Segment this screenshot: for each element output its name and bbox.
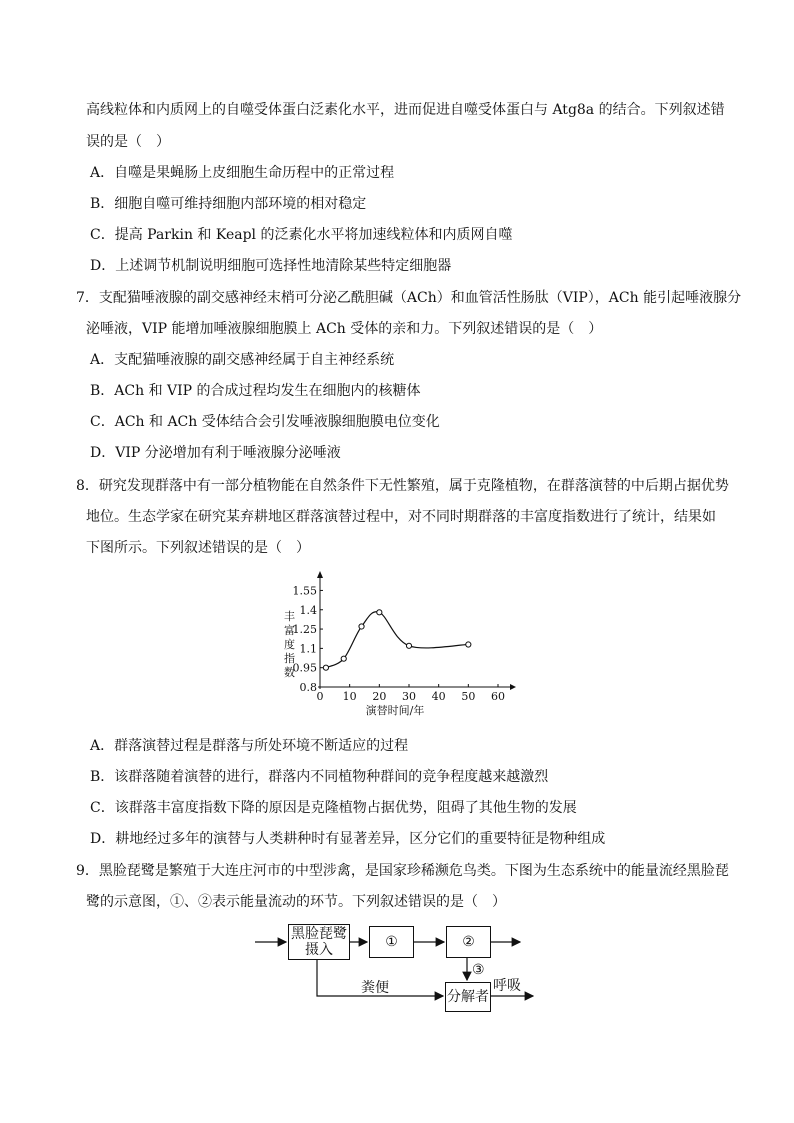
y-axis-label-char: 指: [284, 652, 295, 665]
option-b: B．ACh 和 VIP 的合成过程均发生在细胞内的核糖体: [90, 383, 421, 399]
text-line: 误的是（ ）: [86, 134, 170, 150]
y-axis-label-char: 富: [284, 624, 295, 637]
y-tick-label: 0.8: [299, 681, 317, 694]
question-9: 9．黑脸琵鹭是繁殖于大连庄河市的中型涉禽，是国家珍稀濒危鸟类。下图为生态系统中的能量流经黑脸琵: [76, 863, 729, 879]
option-b: B．细胞自噬可维持细胞内部环境的相对稳定: [90, 196, 367, 212]
x-tick-label: 30: [402, 690, 416, 703]
option-c: C．该群落丰富度指数下降的原因是克隆植物占据优势，阻碍了其他生物的发展: [90, 800, 577, 816]
y-axis-arrow: [317, 571, 323, 578]
data-point: [341, 656, 346, 661]
option-d: D．VIP 分泌增加有利于唾液腺分泌唾液: [90, 445, 341, 461]
y-tick-label: 1.25: [292, 623, 317, 637]
respiration-label: 呼吸: [493, 978, 521, 994]
text-line: 下图所示。下列叙述错误的是（ ）: [86, 540, 310, 556]
option-a: A．群落演替过程是群落与所处环境不断适应的过程: [90, 738, 409, 754]
option-c: C．提高 Parkin 和 Keapl 的泛素化水平将加速线粒体和内质网自噬: [90, 227, 513, 243]
label-3: ③: [472, 962, 485, 978]
y-tick-label: 1.55: [292, 584, 317, 598]
decomposer-box: [445, 982, 491, 1012]
energy-flow-diagram: [255, 918, 545, 1022]
x-tick-label: 20: [372, 690, 387, 703]
text-line: 地位。生态学家在研究某弃耕地区群落演替过程中，对不同时期群落的丰富度指数进行了统计，结果如: [86, 509, 716, 525]
x-tick-label: 40: [431, 690, 446, 703]
y-tick-label: 1.1: [299, 642, 317, 656]
option-a: A．支配猫唾液腺的副交感神经属于自主神经系统: [90, 352, 395, 368]
option-a: A．自噬是果蝇肠上皮细胞生命历程中的正常过程: [90, 165, 395, 181]
option-b: B．该群落随着演替的进行，群落内不同植物种群间的竞争程度越来越激烈: [90, 769, 549, 785]
y-axis-label-char: 度: [284, 638, 295, 651]
y-tick-label: 0.95: [292, 661, 317, 675]
data-point: [377, 610, 382, 615]
text-line: 泌唾液，VIP 能增加唾液腺细胞膜上 ACh 受体的亲和力。下列叙述错误的是（ ）: [86, 321, 603, 337]
x-tick-label: 60: [491, 690, 505, 703]
richness-chart: [270, 568, 520, 718]
x-tick-label: 50: [461, 690, 476, 703]
question-8: 8．研究发现群落中有一部分植物能在自然条件下无性繁殖，属于克隆植物，在群落演替的中后期占据优势: [76, 478, 729, 494]
option-d: D．耕地经过多年的演替与人类耕种时有显著差异，区分它们的重要特征是物种组成: [90, 831, 606, 847]
box-2-label: ②: [462, 934, 475, 950]
option-c: C．ACh 和 ACh 受体结合会引发唾液腺细胞膜电位变化: [90, 414, 440, 430]
series-line: [326, 612, 468, 668]
x-axis-label: 演替时间/年: [365, 704, 425, 717]
y-axis-label-char: 数: [284, 666, 295, 679]
x-tick-label: 10: [342, 690, 357, 703]
y-tick-label: 1.4: [299, 603, 317, 617]
decomposer-label: 分解者: [447, 989, 489, 1005]
question-7: 7．支配猫唾液腺的副交感神经末梢可分泌乙酰胆碱（ACh）和血管活性肠肽（VIP），ACh 能引起唾液腺分: [76, 290, 742, 306]
y-axis-label-char: 丰: [284, 610, 295, 623]
x-axis-arrow: [510, 684, 516, 690]
source-box: [288, 924, 350, 960]
data-point: [359, 624, 364, 629]
box-2: [446, 926, 491, 958]
data-point: [466, 642, 471, 647]
data-point: [406, 643, 411, 648]
data-point: [323, 665, 328, 670]
source-label-2: 摄入: [305, 942, 333, 958]
y-axis-label: [284, 609, 295, 679]
source-label-1: 黑脸琵鹭: [291, 926, 347, 942]
feces-label: 粪便: [361, 980, 389, 996]
box-1-label: ①: [385, 934, 398, 950]
x-tick-label: 0: [316, 690, 324, 703]
option-d: D．上述调节机制说明细胞可选择性地清除某些特定细胞器: [90, 258, 452, 274]
box-1: [369, 926, 414, 958]
text-line: 鹭的示意图，①、②表示能量流动的环节。下列叙述错误的是（ ）: [86, 894, 506, 910]
text-line: 高线粒体和内质网上的自噬受体蛋白泛素化水平，进而促进自噬受体蛋白与 Atg8a 的结合。下列叙述错: [86, 102, 725, 118]
